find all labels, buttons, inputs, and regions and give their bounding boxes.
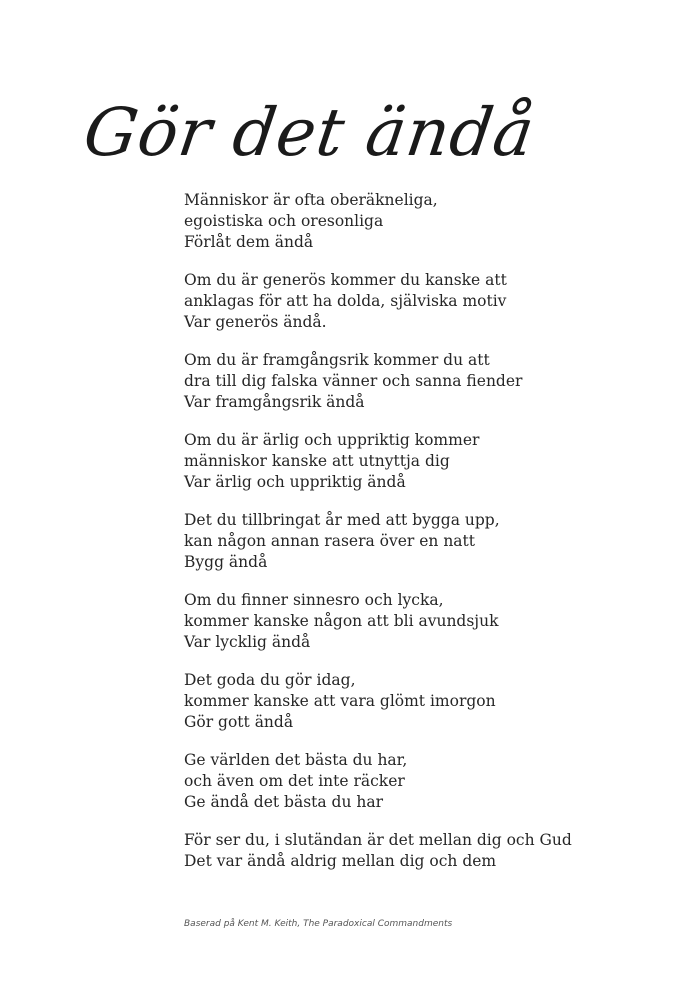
poem-line: Det var ändå aldrig mellan dig och dem: [184, 852, 497, 870]
poem-line: anklagas för att ha dolda, själviska motiv: [184, 292, 507, 310]
poem-title: Gör det ändå: [79, 94, 540, 171]
poem-line: Var ärlig och uppriktig ändå: [184, 473, 406, 491]
poem-line: Var framgångsrik ändå: [184, 393, 365, 411]
poem-line: Om du är framgångsrik kommer du att: [184, 351, 490, 369]
poem-line: dra till dig falska vänner och sanna fiender: [184, 372, 523, 390]
poem-line: För ser du, i slutändan är det mellan dig och Gud: [184, 831, 572, 849]
stanza: [184, 670, 664, 733]
poem-line: Det goda du gör idag,: [184, 671, 356, 689]
stanza: [184, 350, 664, 413]
poem-line: Var generös ändå.: [184, 313, 327, 331]
attribution-text: Baserad på Kent M. Keith, The Paradoxical Commandments: [184, 919, 453, 929]
poem-line: kan någon annan rasera över en natt: [184, 532, 476, 550]
poem-line: kommer kanske att vara glömt imorgon: [184, 692, 496, 710]
poem-line: Människor är ofta oberäkneliga,: [184, 191, 438, 209]
poem-line: Gör gott ändå: [184, 713, 294, 731]
poem-line: kommer kanske någon att bli avundsjuk: [184, 612, 499, 630]
poem-line: egoistiska och oresonliga: [184, 212, 384, 230]
poem-line: Om du är ärlig och uppriktig kommer: [184, 431, 480, 449]
stanza: [184, 190, 664, 253]
poem-line: människor kanske att utnyttja dig: [184, 452, 450, 470]
stanza: [184, 830, 664, 872]
poem-line: Ge ändå det bästa du har: [184, 793, 384, 811]
poem-line: Om du finner sinnesro och lycka,: [184, 591, 444, 609]
stanza: [184, 750, 664, 813]
poem-line: Var lycklig ändå: [184, 633, 311, 651]
stanza: [184, 430, 664, 493]
poem-line: Ge världen det bästa du har,: [184, 751, 408, 769]
stanza: [184, 270, 664, 333]
stanza: [184, 510, 664, 573]
poem-line: och även om det inte räcker: [184, 772, 405, 790]
poem-line: Förlåt dem ändå: [184, 233, 314, 251]
poem-line: Om du är generös kommer du kanske att: [184, 271, 507, 289]
poem-body: [184, 190, 664, 889]
stanza: [184, 590, 664, 653]
poem-line: Bygg ändå: [184, 553, 268, 571]
poem-line: Det du tillbringat år med att bygga upp,: [184, 511, 500, 529]
